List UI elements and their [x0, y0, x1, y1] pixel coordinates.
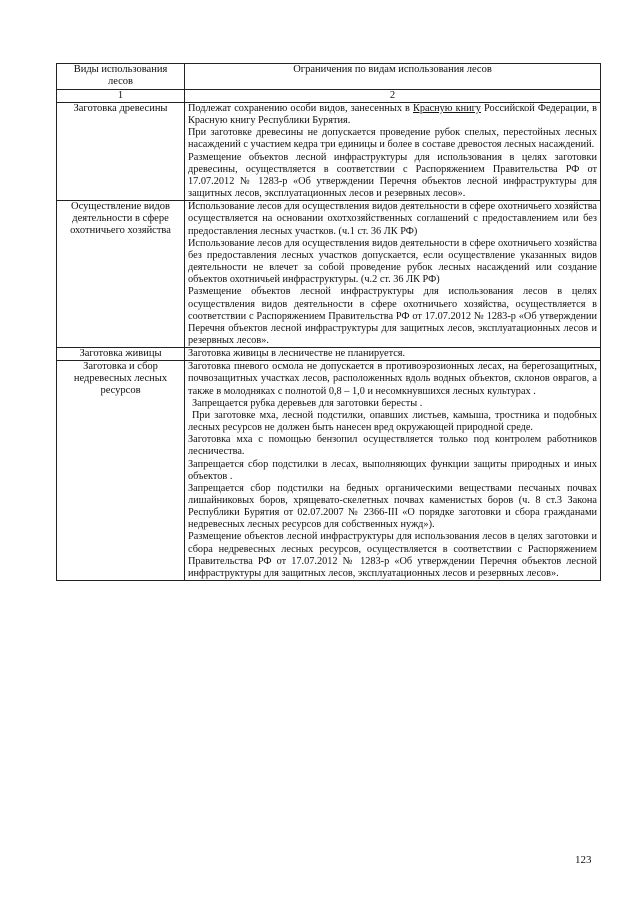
header-forest-use-types: Виды использования лесов: [57, 64, 185, 90]
header-restrictions: Ограничения по видам использования лесов: [185, 64, 601, 90]
restriction-paragraph: Заготовка пневого осмола не допускается в противоэрозионных лесах, на берегозащитных, почвозащитных участках лесов, расположенных вдоль водных объектов, склонов оврагов, а также в молодняках с полнотой 0,8 – 1,0 и несомкнувшихся лесных культурах .: [188, 361, 597, 397]
table-row: [57, 348, 601, 361]
table-row: [57, 103, 601, 201]
table-row: [57, 361, 601, 581]
row-name: Заготовка живицы: [57, 348, 185, 361]
row-restrictions: [185, 103, 601, 201]
header-row: [57, 64, 601, 90]
row-restrictions: [185, 348, 601, 361]
row-name: Заготовка и сбор недревесных лесных ресурсов: [57, 361, 185, 581]
restriction-paragraph: Размещение объектов лесной инфраструктуры для использования в целях заготовки древесины, осуществляется в соответствии с Распоряжением Правительства РФ от 17.07.2012 № 1283-р «Об утверждении Перечня объектов лесной инфраструктуры для защитных лесов, эксплуатационных лесов и резервных лесов».: [188, 151, 597, 200]
restriction-paragraph: Использование лесов для осуществления видов деятельности в сфере охотничьего хозяйства без предоставления лесных участков допускается, если осуществление указанных видов деятельности не влечет за собой проведение рубок лесных насаждений или создание объектов охотничьей инфраструктуры. (ч.2 ст. 36 ЛК РФ): [188, 237, 597, 286]
restriction-paragraph: Размещение объектов лесной инфраструктуры для использования лесов в целях заготовки и сбора недревесных лесных ресурсов, осуществляется в соответствии с Распоряжением Правительства РФ от 17.07.2012 № 1283-р «Об утверждении Перечня объектов лесной инфраструктуры для защитных лесов, эксплуатационных лесов и резервных лесов».: [188, 531, 597, 579]
column-number-row: [57, 90, 601, 103]
row-restrictions: [185, 361, 601, 581]
red-book-link[interactable]: Красную книгу: [412, 103, 481, 114]
restriction-paragraph: Размещение объектов лесной инфраструктуры для использования лесов в целях осуществления видов деятельности в сфере охотничьего хозяйства, осуществляется в соответствии с Распоряжением Правительства РФ от 17.07.2012 № 1283-р «Об утверждении Перечня объектов лесной инфраструктуры для защитных лесов, эксплуатационных лесов и резервных лесов».: [188, 286, 597, 346]
row-name: Заготовка древесины: [57, 103, 185, 201]
restriction-paragraph: При заготовке древесины не допускается проведение рубок спелых, перестойных лесных насаждений с участием кедра три единицы и более в составе древостоя лесных насаждений.: [188, 127, 597, 151]
restriction-paragraph: Заготовка живицы в лесничестве не планируется.: [188, 348, 406, 360]
forest-use-restrictions-table: [56, 63, 601, 581]
restriction-paragraph: Запрещается рубка деревьев для заготовки бересты .: [192, 397, 423, 409]
restriction-paragraph: Использование лесов для осуществления видов деятельности в сфере охотничьего хозяйства осуществляется на основании охотхозяйственных соглашений с предоставлением или без предоставления лесных участков. (ч.1 ст. 36 ЛК РФ): [188, 201, 597, 237]
column-number-1: 1: [57, 90, 185, 103]
restriction-paragraph: Заготовка мха с помощью бензопил осуществляется только под контролем работников лесничества.: [188, 434, 597, 458]
restriction-paragraph: При заготовке мха, лесной подстилки, опавших листьев, камыша, тростника и подобных лесных ресурсов не должен быть нанесен вред окружающей природной среде.: [188, 409, 597, 434]
restriction-paragraph: Запрещается сбор подстилки на бедных органическими веществами песчаных почвах лишайниковых боров, хрящевато-скелетных почвах каменистых боров (ч. 8 ст.3 Закона Республики Бурятия от 02.07.2007 № 2366-III «О порядке заготовки и сбора гражданами недревесных лесных ресурсов для собственных нужд»).: [188, 482, 597, 531]
page-number: 123: [575, 854, 592, 866]
row-restrictions: [185, 201, 601, 348]
restriction-paragraph: Подлежат сохранению особи видов, занесенных в Красную книгу Российской Федерации, в Красную книгу Республики Бурятия.: [188, 103, 597, 127]
restriction-paragraph: Запрещается сбор подстилки в лесах, выполняющих функции защиты природных и иных объектов .: [188, 458, 597, 482]
row-name: Осуществление видов деятельности в сфере охотничьего хозяйства: [57, 201, 185, 348]
column-number-2: 2: [185, 90, 601, 103]
table-row: [57, 201, 601, 348]
